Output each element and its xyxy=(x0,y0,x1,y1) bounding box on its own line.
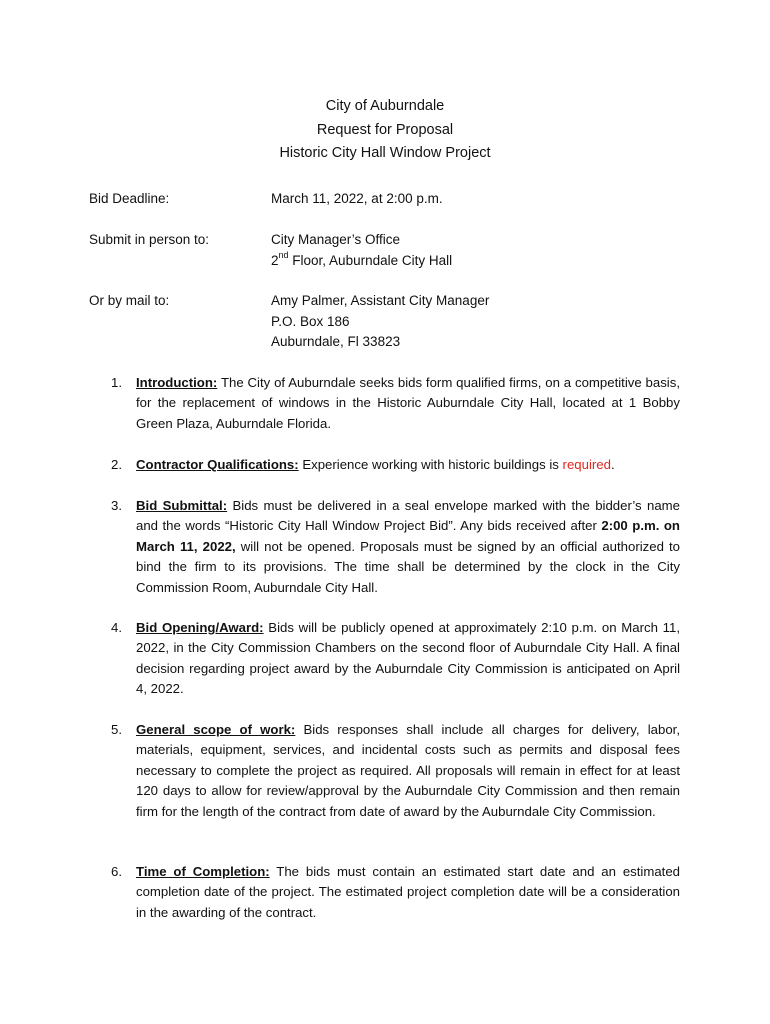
list-item xyxy=(111,373,680,434)
item-heading: Bid Opening/Award: xyxy=(136,620,264,635)
list-item xyxy=(111,720,680,822)
document-title xyxy=(0,95,770,166)
item-heading: Time of Completion: xyxy=(136,864,270,879)
item-heading: General scope of work: xyxy=(136,722,296,737)
item-text: Bids must be delivered in a seal envelope marked with the bidder’s name and the words “Historic City Hall Window Project Bid”. Any bids received after xyxy=(136,498,680,534)
list-item: 2. Contractor Qualifications: Experience working with historic buildings is required. xyxy=(136,455,680,475)
title-line-2: Request for Proposal xyxy=(316,121,454,138)
item-number: 4. xyxy=(111,620,122,635)
item-text: The City of Auburndale seeks bids form qualified firms, on a competitive basis, for the replacement of windows in the Historic Auburndale City Hall, located at 1 Bobby Green Plaza, Auburndale Florida. xyxy=(136,375,680,431)
floor-rest: Floor, Auburndale City Hall xyxy=(288,252,453,268)
required-highlight: required xyxy=(562,457,611,472)
mail-address-line-3: Auburndale, Fl 33823 xyxy=(271,334,401,349)
mail-label: Or by mail to: xyxy=(89,293,170,308)
item-heading: Bid Submittal: xyxy=(136,498,228,513)
item-number: 3. xyxy=(111,498,122,513)
bid-deadline-label: Bid Deadline: xyxy=(89,191,170,206)
item-number: 2. xyxy=(111,457,122,472)
deadline-emphasis: 2:00 p.m. on March 11, 2022, xyxy=(136,518,680,554)
item-text: The bids must contain an estimated start date and an estimated completion date of the project. The estimated project completion date will be a consideration in the awarding of the contract. xyxy=(136,864,681,920)
item-number: 6. xyxy=(111,864,122,879)
submit-address-line-1: City Manager’s Office xyxy=(271,232,401,247)
item-heading: Contractor Qualifications: xyxy=(136,457,299,472)
bid-deadline-value: March 11, 2022, at 2:00 p.m. xyxy=(271,191,443,206)
item-text: Bids responses shall include all charges for delivery, labor, materials, equipment, services, and incidental costs such as permits and disposal fees necessary to complete the project as required. All proposals will remain in effect for at least 120 days to allow for review/approval by the Auburndale City Commission and then remain firm for the length of the contract from date of award by the Auburndale City Commission. xyxy=(136,722,680,819)
item-number: 5. xyxy=(111,722,122,737)
title-line-1: City of Auburndale xyxy=(325,98,445,114)
item-text: Bids will be publicly opened at approximately 2:10 p.m. on March 11, 2022, in the City Commission Chambers on the second floor of Auburndale City Hall. A final decision regarding project award by the Auburndale City Commission is anticipated on April 4, 2022. xyxy=(136,620,680,697)
mail-address-line-1: Amy Palmer, Assistant City Manager xyxy=(271,293,490,308)
floor-number: 2 xyxy=(271,252,279,268)
list-item: 3. Bid Submittal: Bids must be delivered in a seal envelope marked with the bidder’s name and the words “Historic City Hall Window Project Bid”. Any bids received after 2:00 p.m. on March 11, 2022, will not be opened. Proposals must be signed by an official authorized to bind the firm to its provisions. The time shall be determined by the clock in the City Commission Room, Auburndale City Hall. xyxy=(111,498,680,595)
item-text: Experience working with historic buildings is xyxy=(298,457,563,472)
title-line-3: Historic City Hall Window Project xyxy=(279,145,491,161)
item-heading: Introduction: xyxy=(136,375,218,390)
list-item xyxy=(111,862,681,923)
mail-address-line-2: P.O. Box 186 xyxy=(271,313,350,329)
list-item xyxy=(111,618,680,700)
item-number: 1. xyxy=(111,375,122,390)
floor-ordinal: nd xyxy=(278,250,289,260)
submit-in-person-label: Submit in person to: xyxy=(89,232,210,247)
submit-address-line-2 xyxy=(271,251,452,272)
